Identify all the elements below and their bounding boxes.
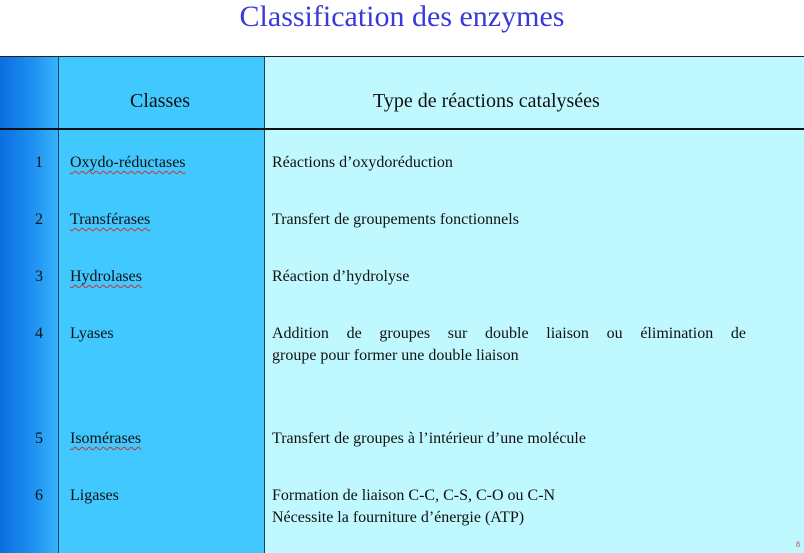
row-5-number: 5 [35, 430, 43, 447]
slide-title: Classification des enzymes [239, 0, 565, 33]
row-5-class: Isomérases [70, 430, 142, 447]
row-6-type [272, 485, 746, 529]
row-2-type-line-1: Transfert de groupements fonctionnels [272, 211, 519, 228]
type-column [264, 56, 804, 553]
header-divider [0, 128, 804, 130]
row-1-type-line-1: Réactions d’oxydoréduction [272, 154, 453, 171]
row-4-type-line-1: Addition de groupes sur double liaison ou élimination de [272, 325, 746, 342]
row-3-type [272, 266, 746, 288]
row-6-type-line-2: Nécessite la fourniture d’énergie (ATP) [272, 509, 525, 526]
number-column [0, 56, 58, 553]
page-number: 8 [796, 540, 800, 549]
row-4-class: Lyases [70, 325, 114, 342]
row-6-type-line-1: Formation de liaison C-C, C-S, C-O ou C-N [272, 487, 556, 504]
row-4-type-line-2: groupe pour former une double liaison [272, 347, 519, 364]
row-1-class: Oxydo-réductases [70, 154, 186, 171]
enzyme-classification-table [0, 56, 804, 553]
row-3-class: Hydrolases [70, 268, 142, 285]
row-2-number: 2 [35, 211, 43, 228]
row-6-class: Ligases [70, 487, 119, 504]
table-top-border [0, 56, 804, 57]
row-5-type-line-1: Transfert de groupes à l’intérieur d’une molécule [272, 430, 586, 447]
row-2-class: Transférases [70, 211, 151, 228]
row-5-type [272, 428, 746, 450]
row-2-type [272, 209, 746, 231]
header-type: Type de réactions catalysées [373, 90, 600, 112]
row-3-number: 3 [35, 268, 43, 285]
row-4-type [272, 323, 746, 367]
row-3-type-line-1: Réaction d’hydrolyse [272, 268, 410, 285]
header-classes: Classes [130, 90, 190, 112]
row-4-number: 4 [35, 325, 43, 342]
classes-column [58, 56, 264, 553]
row-1-type [272, 152, 746, 174]
row-6-number: 6 [35, 487, 43, 504]
row-1-number: 1 [35, 154, 43, 171]
